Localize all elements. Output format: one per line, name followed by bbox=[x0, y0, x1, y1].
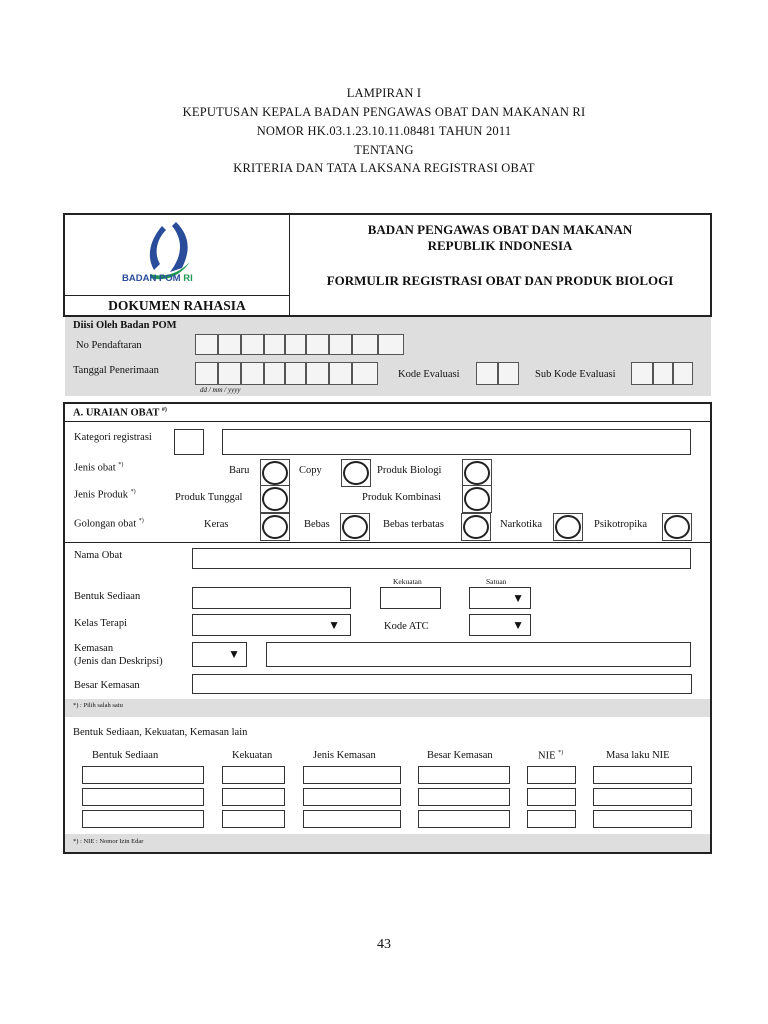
sub-kode-evaluasi-label: Sub Kode Evaluasi bbox=[535, 369, 616, 380]
no-pendaftaran-cell[interactable] bbox=[285, 334, 306, 355]
nama-obat-label: Nama Obat bbox=[74, 550, 123, 561]
header-line-3: NOMOR HK.03.1.23.10.11.08481 TAHUN 2011 bbox=[256, 124, 512, 138]
divider bbox=[65, 542, 710, 543]
other-form-cell[interactable] bbox=[82, 788, 204, 806]
kemasan-deskripsi-input[interactable] bbox=[266, 642, 691, 667]
agency-name-line2: REPUBLIK INDONESIA bbox=[427, 238, 573, 253]
col-header-bentuk-sediaan: Bentuk Sediaan bbox=[92, 750, 159, 761]
chevron-down-icon: ▼ bbox=[228, 647, 240, 661]
golongan-bebas-terbatas-radio[interactable] bbox=[461, 513, 491, 541]
other-form-cell[interactable] bbox=[593, 766, 692, 784]
header-line-2: KEPUTUSAN KEPALA BADAN PENGAWAS OBAT DAN MAKANAN RI bbox=[182, 105, 586, 119]
bentuk-sediaan-input[interactable] bbox=[192, 587, 351, 609]
chevron-down-icon: ▼ bbox=[512, 591, 524, 605]
jenis-obat-copy-radio[interactable] bbox=[341, 459, 371, 487]
golongan-option-narkotika: Narkotika bbox=[500, 519, 542, 530]
kelas-terapi-select[interactable] bbox=[192, 614, 351, 636]
sub-kode-evaluasi-cell[interactable] bbox=[631, 362, 653, 385]
no-pendaftaran-cell[interactable] bbox=[378, 334, 404, 355]
other-form-cell[interactable] bbox=[418, 766, 510, 784]
other-form-cell[interactable] bbox=[82, 810, 204, 828]
tanggal-cell[interactable] bbox=[195, 362, 218, 385]
header-line-1: LAMPIRAN I bbox=[346, 86, 422, 100]
other-form-cell[interactable] bbox=[593, 810, 692, 828]
no-pendaftaran-cell[interactable] bbox=[218, 334, 241, 355]
kode-atc-select[interactable] bbox=[469, 614, 531, 636]
jenis-obat-option-produk-biologi: Produk Biologi bbox=[377, 465, 442, 476]
other-forms-title: Bentuk Sediaan, Kekuatan, Kemasan lain bbox=[73, 727, 248, 738]
tanggal-penerimaan-label: Tanggal Penerimaan bbox=[73, 365, 159, 376]
sub-kode-evaluasi-cell[interactable] bbox=[653, 362, 673, 385]
footnote-2: *) : NIE : Nomor Izin Edar bbox=[73, 838, 144, 845]
golongan-narkotika-radio[interactable] bbox=[553, 513, 583, 541]
chevron-down-icon: ▼ bbox=[328, 618, 340, 632]
other-form-cell[interactable] bbox=[222, 766, 285, 784]
kekuatan-header: Kekuatan bbox=[393, 577, 422, 586]
no-pendaftaran-label: No Pendaftaran bbox=[76, 340, 142, 351]
golongan-psikotropika-radio[interactable] bbox=[662, 513, 692, 541]
logo-text: BADAN POM RI bbox=[122, 273, 193, 284]
tanggal-cell[interactable] bbox=[218, 362, 241, 385]
section-a-divider bbox=[65, 421, 710, 422]
chevron-down-icon: ▼ bbox=[512, 618, 524, 632]
other-form-cell[interactable] bbox=[527, 788, 576, 806]
other-form-cell[interactable] bbox=[418, 788, 510, 806]
no-pendaftaran-cell[interactable] bbox=[329, 334, 352, 355]
no-pendaftaran-cell[interactable] bbox=[306, 334, 329, 355]
no-pendaftaran-cell[interactable] bbox=[195, 334, 218, 355]
section-a-title: A. URAIAN OBAT #) bbox=[73, 407, 167, 419]
col-header-besar-kemasan: Besar Kemasan bbox=[427, 750, 493, 761]
jenis-produk-option-tunggal: Produk Tunggal bbox=[175, 492, 243, 503]
other-form-cell[interactable] bbox=[222, 788, 285, 806]
col-header-jenis-kemasan: Jenis Kemasan bbox=[313, 750, 376, 761]
golongan-option-psikotropika: Psikotropika bbox=[594, 519, 648, 530]
footnote-bar-1 bbox=[65, 699, 710, 717]
col-header-nie: NIE *) bbox=[538, 750, 564, 762]
other-form-cell[interactable] bbox=[593, 788, 692, 806]
nama-obat-input[interactable] bbox=[192, 548, 691, 569]
other-form-cell[interactable] bbox=[527, 766, 576, 784]
jenis-produk-label: Jenis Produk *) bbox=[74, 489, 136, 501]
kategori-registrasi-label: Kategori registrasi bbox=[74, 432, 152, 443]
footnote-1: *) : Pilih salah satu bbox=[73, 702, 123, 709]
jenis-produk-option-kombinasi: Produk Kombinasi bbox=[362, 492, 442, 503]
col-header-kekuatan: Kekuatan bbox=[232, 750, 273, 761]
tanggal-cell[interactable] bbox=[264, 362, 285, 385]
header-line-4: TENTANG bbox=[354, 143, 414, 157]
golongan-obat-label: Golongan obat *) bbox=[74, 518, 144, 530]
kelas-terapi-label: Kelas Terapi bbox=[74, 618, 128, 629]
other-form-cell[interactable] bbox=[222, 810, 285, 828]
besar-kemasan-label: Besar Kemasan bbox=[74, 680, 140, 691]
satuan-header: Satuan bbox=[486, 577, 507, 586]
confidential-label: DOKUMEN RAHASIA bbox=[108, 298, 246, 313]
other-form-cell[interactable] bbox=[303, 788, 401, 806]
golongan-option-bebas: Bebas bbox=[304, 519, 330, 530]
kemasan-jenis-select[interactable] bbox=[192, 642, 247, 667]
jenis-obat-label: Jenis obat *) bbox=[74, 462, 124, 474]
no-pendaftaran-cell[interactable] bbox=[241, 334, 264, 355]
jenis-produk-tunggal-radio[interactable] bbox=[260, 485, 290, 513]
golongan-keras-radio[interactable] bbox=[260, 513, 290, 541]
other-form-cell[interactable] bbox=[303, 810, 401, 828]
page-number: 43 bbox=[377, 937, 391, 952]
tanggal-cell[interactable] bbox=[352, 362, 378, 385]
footnote-bar-2 bbox=[65, 834, 710, 852]
date-format-hint: dd / mm / yyyy bbox=[200, 386, 241, 394]
kemasan-label: Kemasan bbox=[74, 643, 114, 654]
bentuk-sediaan-label: Bentuk Sediaan bbox=[74, 591, 141, 602]
besar-kemasan-input[interactable] bbox=[192, 674, 692, 694]
no-pendaftaran-cell[interactable] bbox=[352, 334, 378, 355]
tanggal-cell[interactable] bbox=[306, 362, 329, 385]
form-title: FORMULIR REGISTRASI OBAT DAN PRODUK BIOLOGI bbox=[326, 273, 674, 288]
header-divider-h bbox=[65, 295, 289, 296]
tanggal-cell[interactable] bbox=[241, 362, 264, 385]
jenis-obat-option-baru: Baru bbox=[229, 465, 250, 476]
col-header-masa-laku-nie: Masa laku NIE bbox=[606, 750, 670, 761]
sub-kode-evaluasi-cell[interactable] bbox=[673, 362, 693, 385]
other-form-cell[interactable] bbox=[527, 810, 576, 828]
tanggal-cell[interactable] bbox=[285, 362, 306, 385]
no-pendaftaran-cell[interactable] bbox=[264, 334, 285, 355]
satuan-select[interactable] bbox=[469, 587, 531, 609]
golongan-option-bebas-terbatas: Bebas terbatas bbox=[383, 519, 444, 530]
jenis-produk-kombinasi-radio[interactable] bbox=[462, 485, 492, 513]
kode-evaluasi-cell[interactable] bbox=[498, 362, 519, 385]
jenis-obat-produk-biologi-radio[interactable] bbox=[462, 459, 492, 487]
other-form-cell[interactable] bbox=[303, 766, 401, 784]
pom-section-title: Diisi Oleh Badan POM bbox=[73, 320, 177, 331]
jenis-obat-option-copy: Copy bbox=[299, 465, 322, 476]
golongan-bebas-radio[interactable] bbox=[340, 513, 370, 541]
agency-name-line1: BADAN PENGAWAS OBAT DAN MAKANAN bbox=[367, 222, 633, 237]
kekuatan-input[interactable] bbox=[380, 587, 441, 609]
golongan-option-keras: Keras bbox=[204, 519, 229, 530]
kemasan-sub-label: (Jenis dan Deskripsi) bbox=[74, 656, 163, 667]
kategori-registrasi-input[interactable] bbox=[222, 429, 691, 455]
kode-evaluasi-cell[interactable] bbox=[476, 362, 498, 385]
other-form-cell[interactable] bbox=[418, 810, 510, 828]
kode-evaluasi-label: Kode Evaluasi bbox=[398, 369, 460, 380]
kode-atc-label: Kode ATC bbox=[384, 621, 429, 632]
tanggal-cell[interactable] bbox=[329, 362, 352, 385]
jenis-obat-baru-radio[interactable] bbox=[260, 459, 290, 487]
header-line-5: KRITERIA DAN TATA LAKSANA REGISTRASI OBAT bbox=[233, 161, 535, 175]
other-form-cell[interactable] bbox=[82, 766, 204, 784]
kategori-registrasi-code-input[interactable] bbox=[174, 429, 204, 455]
